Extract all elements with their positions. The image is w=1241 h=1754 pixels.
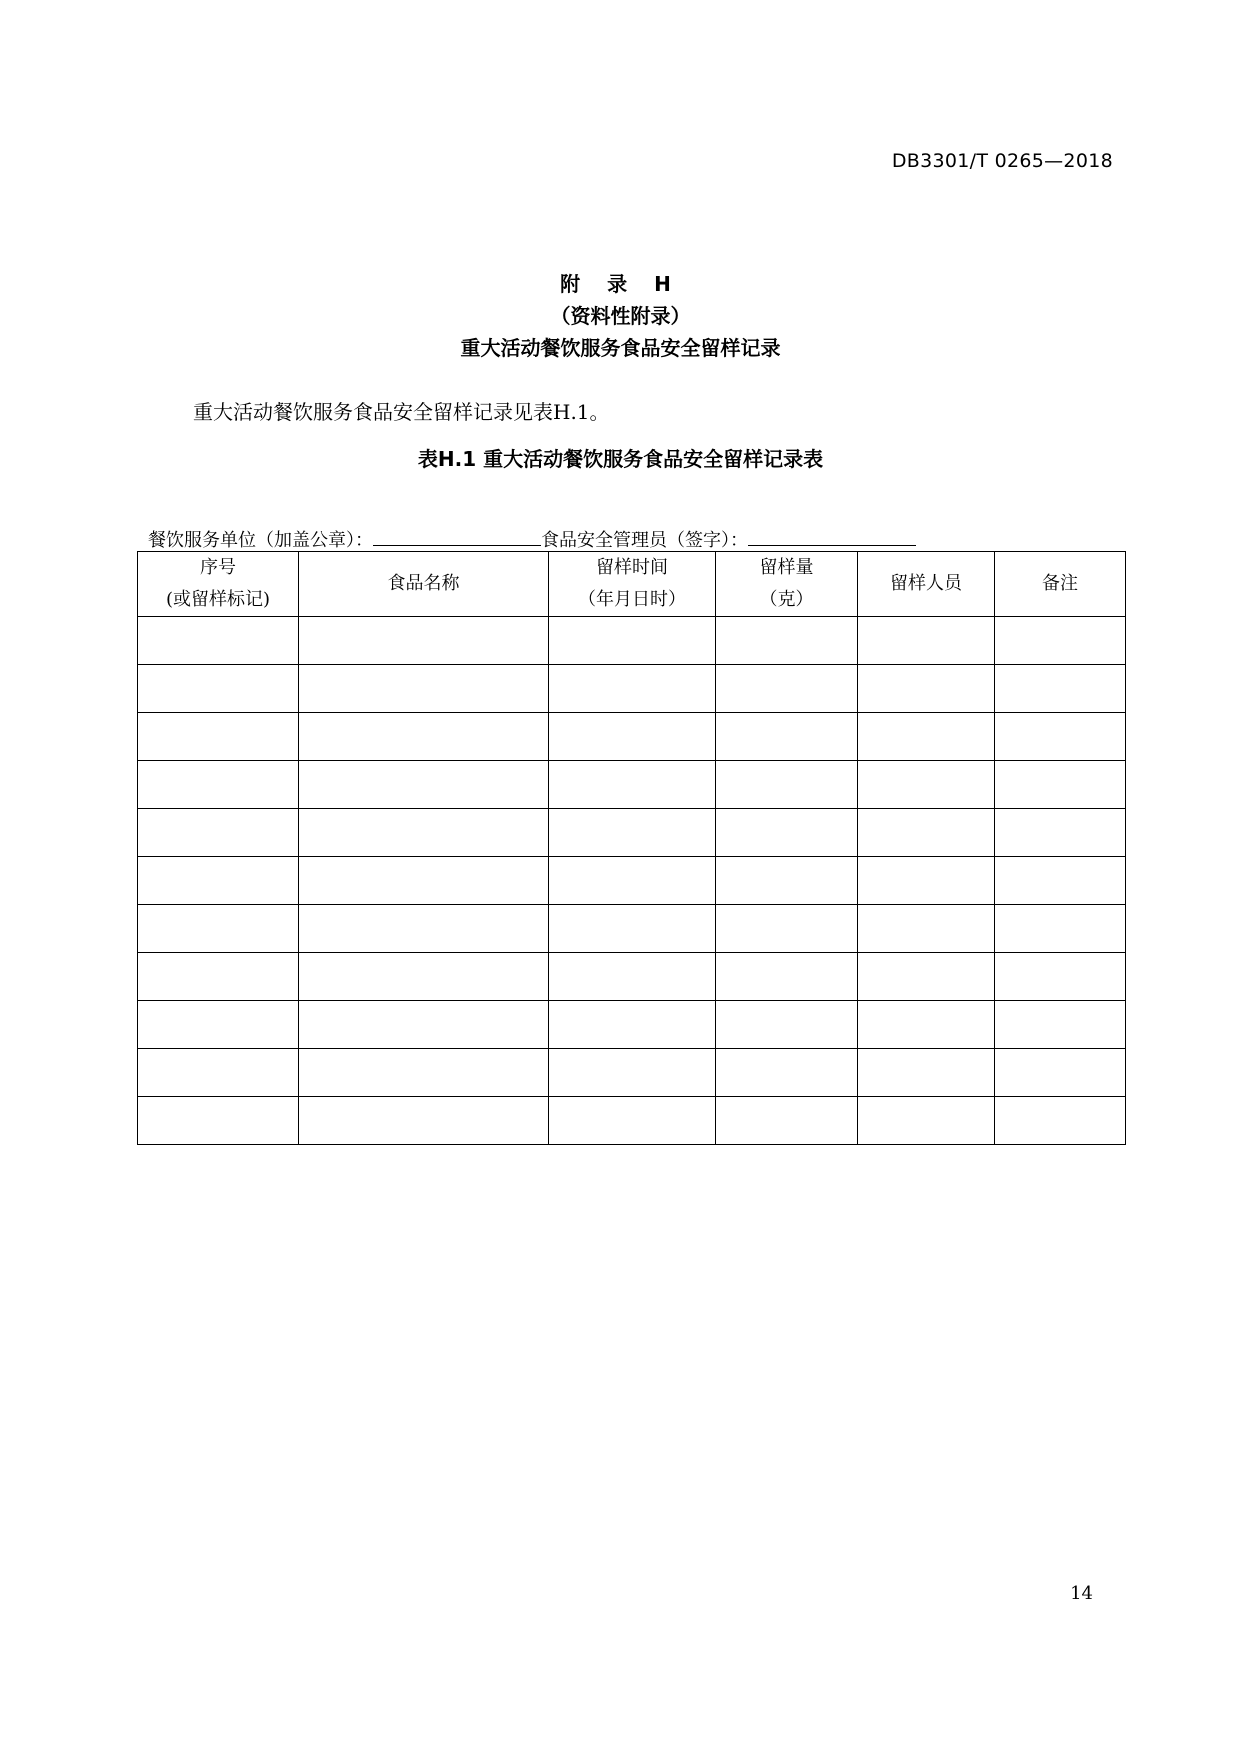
table-cell[interactable] (138, 761, 299, 809)
appendix-heading: 附 录 H (560, 272, 681, 296)
table-row (138, 713, 1126, 761)
table-cell[interactable] (995, 809, 1126, 857)
table-cell[interactable] (138, 713, 299, 761)
table-cell[interactable] (995, 1049, 1126, 1097)
table-cell[interactable] (549, 905, 716, 953)
sample-record-table (137, 551, 1126, 1145)
table-row (138, 1049, 1126, 1097)
table-cell[interactable] (858, 665, 995, 713)
table-cell[interactable] (858, 809, 995, 857)
table-cell[interactable] (549, 617, 716, 665)
document-id: DB3301/T 0265—2018 (891, 150, 1113, 172)
table-cell[interactable] (716, 713, 858, 761)
table-cell[interactable] (138, 1097, 299, 1145)
table-cell[interactable] (858, 1097, 995, 1145)
table-cell[interactable] (995, 1097, 1126, 1145)
table-cell[interactable] (716, 857, 858, 905)
table-cell[interactable] (995, 953, 1126, 1001)
table-cell[interactable] (858, 761, 995, 809)
manager-blank[interactable] (748, 527, 916, 546)
table-cell[interactable] (549, 1049, 716, 1097)
table-cell[interactable] (549, 1001, 716, 1049)
table-cell[interactable] (549, 665, 716, 713)
table-cell[interactable] (858, 953, 995, 1001)
table-row (138, 953, 1126, 1001)
table-cell[interactable] (299, 857, 549, 905)
table-cell[interactable] (716, 1049, 858, 1097)
table-cell[interactable] (549, 857, 716, 905)
unit-label: 餐饮服务单位（加盖公章）： (148, 530, 373, 551)
table-cell[interactable] (299, 1097, 549, 1145)
table-body (138, 617, 1126, 1145)
table-row (138, 809, 1126, 857)
table-cell[interactable] (858, 713, 995, 761)
table-cell[interactable] (716, 617, 858, 665)
col-header-food-name: 食品名称 (299, 552, 549, 617)
unit-blank[interactable] (373, 527, 541, 546)
table-cell[interactable] (716, 809, 858, 857)
appendix-title: 重大活动餐饮服务食品安全留样记录 (460, 336, 781, 360)
table-cell[interactable] (549, 1097, 716, 1145)
table-cell[interactable] (549, 761, 716, 809)
table-cell[interactable] (138, 953, 299, 1001)
appendix-title-block (0, 268, 1241, 364)
table-cell[interactable] (299, 1001, 549, 1049)
table-cell[interactable] (299, 1049, 549, 1097)
table-cell[interactable] (858, 1001, 995, 1049)
table-cell[interactable] (299, 761, 549, 809)
table-cell[interactable] (299, 953, 549, 1001)
page-number: 14 (1070, 1583, 1093, 1604)
table-cell[interactable] (716, 761, 858, 809)
table-cell[interactable] (995, 665, 1126, 713)
col-header-sampler: 留样人员 (858, 552, 995, 617)
table-cell[interactable] (858, 617, 995, 665)
table-cell[interactable] (549, 713, 716, 761)
table-caption: 表H.1 重大活动餐饮服务食品安全留样记录表 (417, 447, 824, 471)
table-cell[interactable] (299, 665, 549, 713)
table-cell[interactable] (995, 761, 1126, 809)
col-header-sample-time: 留样时间 （年月日时） (549, 552, 716, 617)
table-cell[interactable] (299, 713, 549, 761)
table-cell[interactable] (995, 1001, 1126, 1049)
table-row (138, 905, 1126, 953)
table-row (138, 617, 1126, 665)
table-cell[interactable] (858, 857, 995, 905)
col-header-serial: 序号 (或留样标记) (138, 552, 299, 617)
table-cell[interactable] (138, 1001, 299, 1049)
table-cell[interactable] (995, 617, 1126, 665)
table-cell[interactable] (995, 905, 1126, 953)
table-cell[interactable] (138, 1049, 299, 1097)
table-row (138, 665, 1126, 713)
manager-label: 食品安全管理员（签字）： (541, 530, 748, 551)
table-header-row (138, 552, 1126, 617)
table-row (138, 1097, 1126, 1145)
table-cell[interactable] (716, 953, 858, 1001)
table-cell[interactable] (716, 665, 858, 713)
table-cell[interactable] (858, 1049, 995, 1097)
table-cell[interactable] (299, 905, 549, 953)
table-cell[interactable] (138, 665, 299, 713)
table-row (138, 761, 1126, 809)
table-cell[interactable] (138, 809, 299, 857)
table-cell[interactable] (138, 617, 299, 665)
table-cell[interactable] (716, 1001, 858, 1049)
table-cell[interactable] (858, 905, 995, 953)
col-header-sample-amount: 留样量 （克） (716, 552, 858, 617)
table-cell[interactable] (299, 809, 549, 857)
intro-paragraph: 重大活动餐饮服务食品安全留样记录见表H.1。 (193, 400, 610, 424)
table-cell[interactable] (138, 857, 299, 905)
appendix-type: （资料性附录） (550, 304, 691, 328)
table-cell[interactable] (549, 809, 716, 857)
table-cell[interactable] (138, 905, 299, 953)
table-row (138, 1001, 1126, 1049)
table-cell[interactable] (716, 905, 858, 953)
table-cell[interactable] (995, 713, 1126, 761)
table-cell[interactable] (549, 953, 716, 1001)
table-row (138, 857, 1126, 905)
table-cell[interactable] (716, 1097, 858, 1145)
table-cell[interactable] (299, 617, 549, 665)
signature-line (148, 526, 916, 552)
col-header-remarks: 备注 (995, 552, 1126, 617)
table-cell[interactable] (995, 857, 1126, 905)
